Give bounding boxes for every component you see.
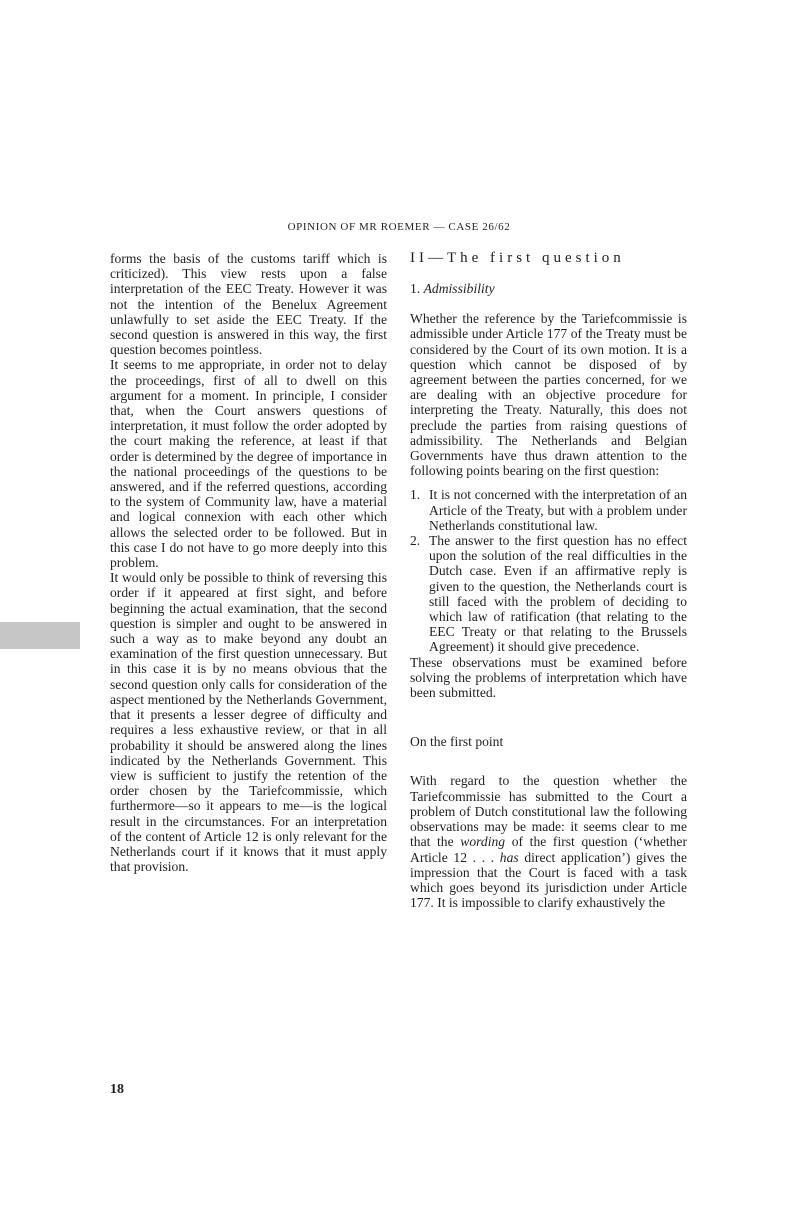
text-run: With regard to the question whether the Tariefcommissie has submitted to the Court a problem of Dutch constitutional law the following observations may be made: it seems clear to me that the bbox=[410, 773, 687, 850]
left-column bbox=[110, 251, 387, 874]
list-item-text: It is not concerned with the interpretation of an Article of the Treaty, but with a problem under Netherlands constitutional law. bbox=[429, 487, 687, 533]
emphasis-wording: wording bbox=[460, 834, 506, 850]
right-column bbox=[410, 251, 687, 910]
subheading-text: Admissibility bbox=[423, 281, 495, 296]
paragraph: forms the basis of the customs tariff which is criticized). This view rests upon a false interpretation of the EEC Treaty. However it was not the intention of the Benelux Agreement unlawfully to set aside the EEC Treaty. If the second question is answered in this way, the first question becomes pointless. bbox=[110, 251, 387, 358]
subheading-number: 1. bbox=[410, 281, 421, 296]
list-item-text: The answer to the first question has no effect upon the solution of the real difficulties in the Dutch case. Even if an affirmative reply is given to the question, the Netherlands court is still faced with the problem of deciding to which law of ratification (that relating to the EEC Treaty or that relating to the Brussels Agreement) it should give precedence. bbox=[429, 533, 687, 655]
text-run: direct application’) gives the impression that the Court is faced with a task which goes beyond its jurisdiction under Article 177. It is impossible to clarify exhaustively the bbox=[410, 849, 687, 911]
paragraph-final bbox=[410, 773, 687, 910]
section-heading: II—The first question bbox=[410, 250, 625, 266]
paragraph: It would only be possible to think of reversing this order if it appeared at first sight, and before beginning the actual examination, that the second question is simpler and ought to be answered in such a way as to make beyond any doubt an examination of the first question unnecessary. But in this case it is by no means obvious that the second question only calls for consideration of the aspect mentioned by the Netherlands Government, that it presents a lesser degree of difficulty and requires a less exhaustive review, or that in all probability it should be answered along the lines indicated by the Netherlands Government. This view is sufficient to justify the retention of the order chosen by the Tariefcommissie, which furthermore—so it appears to me—is the logical result in the circumstances. For an interpretation of the content of Article 12 is only relevant for the Netherlands court if it knows that it must apply that provision. bbox=[110, 570, 387, 875]
text-run: of the first question (‘whether Article 12 . . . bbox=[410, 834, 687, 865]
paragraph: Whether the reference by the Tariefcommissie is admissible under Article 177 of the Treaty must be considered by the Court of its own motion. It is a question which cannot be disposed of by agreement between the parties concerned, for we are dealing with an objective procedure for interpreting the Treaty. Naturally, this does not preclude the parties from raising questions of admissibility. The Netherlands and Belgian Governments have thus drawn attention to the following points bearing on the first question: bbox=[410, 311, 687, 479]
page-number: 18 bbox=[110, 1082, 124, 1097]
emphasis-has: has bbox=[499, 849, 519, 865]
list-item bbox=[410, 487, 687, 533]
running-header: OPINION OF MR ROEMER — CASE 26/62 bbox=[287, 221, 511, 233]
subheading-admissibility bbox=[410, 281, 687, 296]
paragraph: It seems to me appropriate, in order not to delay the proceedings, first of all to dwell on this argument for a moment. In principle, I consider that, when the Court answers questions of interpretation, it must follow the order adopted by the court making the reference, at least if that order is determined by the degree of importance in the national proceedings of the questions to be answered, and if the referred questions, according to the system of Community law, have a material and logical connexion with each other which allows the selected order to be followed. But in this case I do not have to go more deeply into this problem. bbox=[110, 357, 387, 571]
list-marker: 1. bbox=[410, 487, 421, 503]
points-list bbox=[410, 487, 687, 654]
list-item bbox=[410, 533, 687, 655]
list-marker: 2. bbox=[410, 533, 421, 549]
first-point-heading: On the first point bbox=[410, 734, 504, 750]
margin-tab-marker bbox=[0, 622, 80, 649]
paragraph: These observations must be examined before solving the problems of interpretation which have been submitted. bbox=[410, 654, 687, 701]
